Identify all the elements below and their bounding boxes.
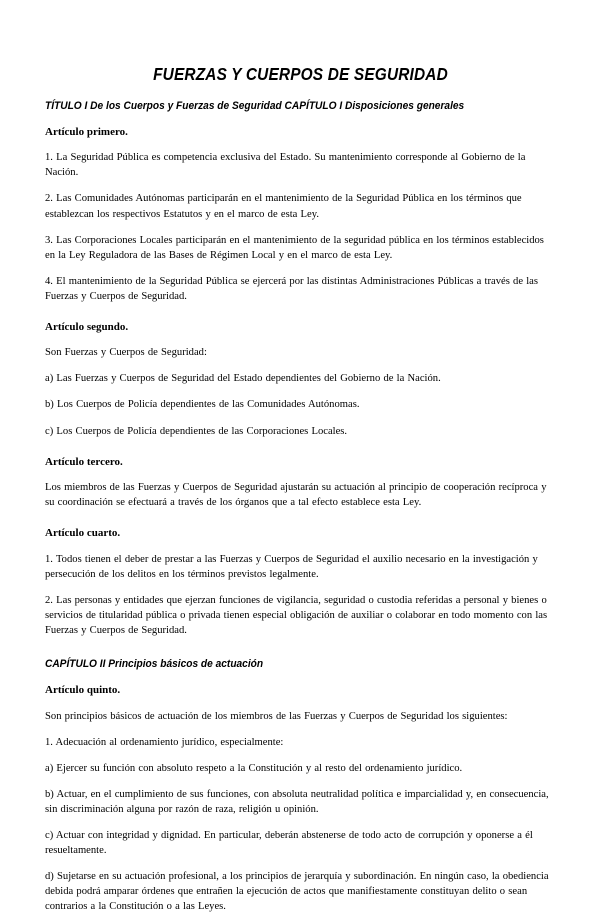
document-title: FUERZAS Y CUERPOS DE SEGURIDAD: [153, 64, 448, 84]
paragraph-art1-1: 1. La Seguridad Pública es competencia exclusiva del Estado. Su mantenimiento corresponde al Gobierno de la Nación.: [45, 152, 526, 179]
chapter-two-heading: CAPÍTULO II Principios básicos de actuación: [45, 658, 264, 671]
paragraph-art2-intro: Son Fuerzas y Cuerpos de Seguridad:: [45, 347, 207, 359]
paragraph-art1-2: 2. Las Comunidades Autónomas participarán en el mantenimiento de la Seguridad Pública en los términos que establezcan los respectivos Estatutos y en el marco de esta Ley.: [45, 193, 522, 220]
article-heading-primero: Artículo primero.: [45, 125, 128, 138]
paragraph-art5-1a: a) Ejercer su función con absoluto respeto a la Constitución y al resto del ordenamiento jurídico.: [45, 762, 463, 774]
paragraph-art4-1: 1. Todos tienen el deber de prestar a las Fuerzas y Cuerpos de Seguridad el auxilio necesario en la investigación y persecución de los delitos en los términos previstos legalmente.: [45, 554, 538, 581]
paragraph-art2-b: b) Los Cuerpos de Policía dependientes de las Comunidades Autónomas.: [45, 399, 360, 411]
paragraph-art5-1c: c) Actuar con integridad y dignidad. En particular, deberán abstenerse de todo acto de corrupción y oponerse a él resueltamente.: [45, 829, 533, 856]
paragraph-art5-1: 1. Adecuación al ordenamiento jurídico, especialmente:: [45, 736, 284, 748]
article-heading-segundo: Artículo segundo.: [45, 320, 129, 333]
paragraph-art3-1: Los miembros de las Fuerzas y Cuerpos de Seguridad ajustarán su actuación al principio de cooperación recíproca y su coordinación se efectuará a través de los órganos que a tal efecto establece esta Ley.: [45, 482, 547, 509]
paragraph-art2-a: a) Las Fuerzas y Cuerpos de Seguridad del Estado dependientes del Gobierno de la Nación.: [45, 373, 441, 385]
article-heading-tercero: Artículo tercero.: [45, 455, 123, 468]
paragraph-art1-4: 4. El mantenimiento de la Seguridad Pública se ejercerá por las distintas Administraciones Públicas a través de las Fuerzas y Cuerpos de Seguridad.: [45, 275, 538, 302]
paragraph-art4-2: 2. Las personas y entidades que ejerzan funciones de vigilancia, seguridad o custodia referidas a personal y bienes o servicios de titularidad pública o privada tienen especial obligación de auxiliar o colaborar en todo momento con las Fuerzas y Cuerpos de Seguridad.: [45, 595, 548, 637]
paragraph-art2-c: c) Los Cuerpos de Policía dependientes de las Corporaciones Locales.: [45, 425, 348, 437]
article-heading-cuarto: Artículo cuarto.: [45, 527, 121, 540]
paragraph-art5-1d: d) Sujetarse en su actuación profesional, a los principios de jerarquía y subordinación. En ningún caso, la obediencia debida podrá amparar órdenes que entrañen la ejecución de actos que manifiestamente constituyan delito o sean contrarios a la Constitución o a las Leyes.: [45, 870, 549, 912]
article-heading-quinto: Artículo quinto.: [45, 683, 121, 696]
paragraph-art5-intro: Son principios básicos de actuación de los miembros de las Fuerzas y Cuerpos de Seguridad los siguientes:: [45, 710, 508, 722]
paragraph-art1-3: 3. Las Corporaciones Locales participarán en el mantenimiento de la seguridad pública en los términos establecidos en la Ley Reguladora de las Bases de Régimen Local y en el marco de esta Ley.: [45, 234, 544, 261]
document-subtitle: TÍTULO I De los Cuerpos y Fuerzas de Seguridad CAPÍTULO I Disposiciones generales: [45, 100, 465, 113]
paragraph-art5-1b: b) Actuar, en el cumplimiento de sus funciones, con absoluta neutralidad política e imparcialidad y, en consecuencia, sin discriminación alguna por razón de raza, religión u opinión.: [45, 788, 549, 815]
